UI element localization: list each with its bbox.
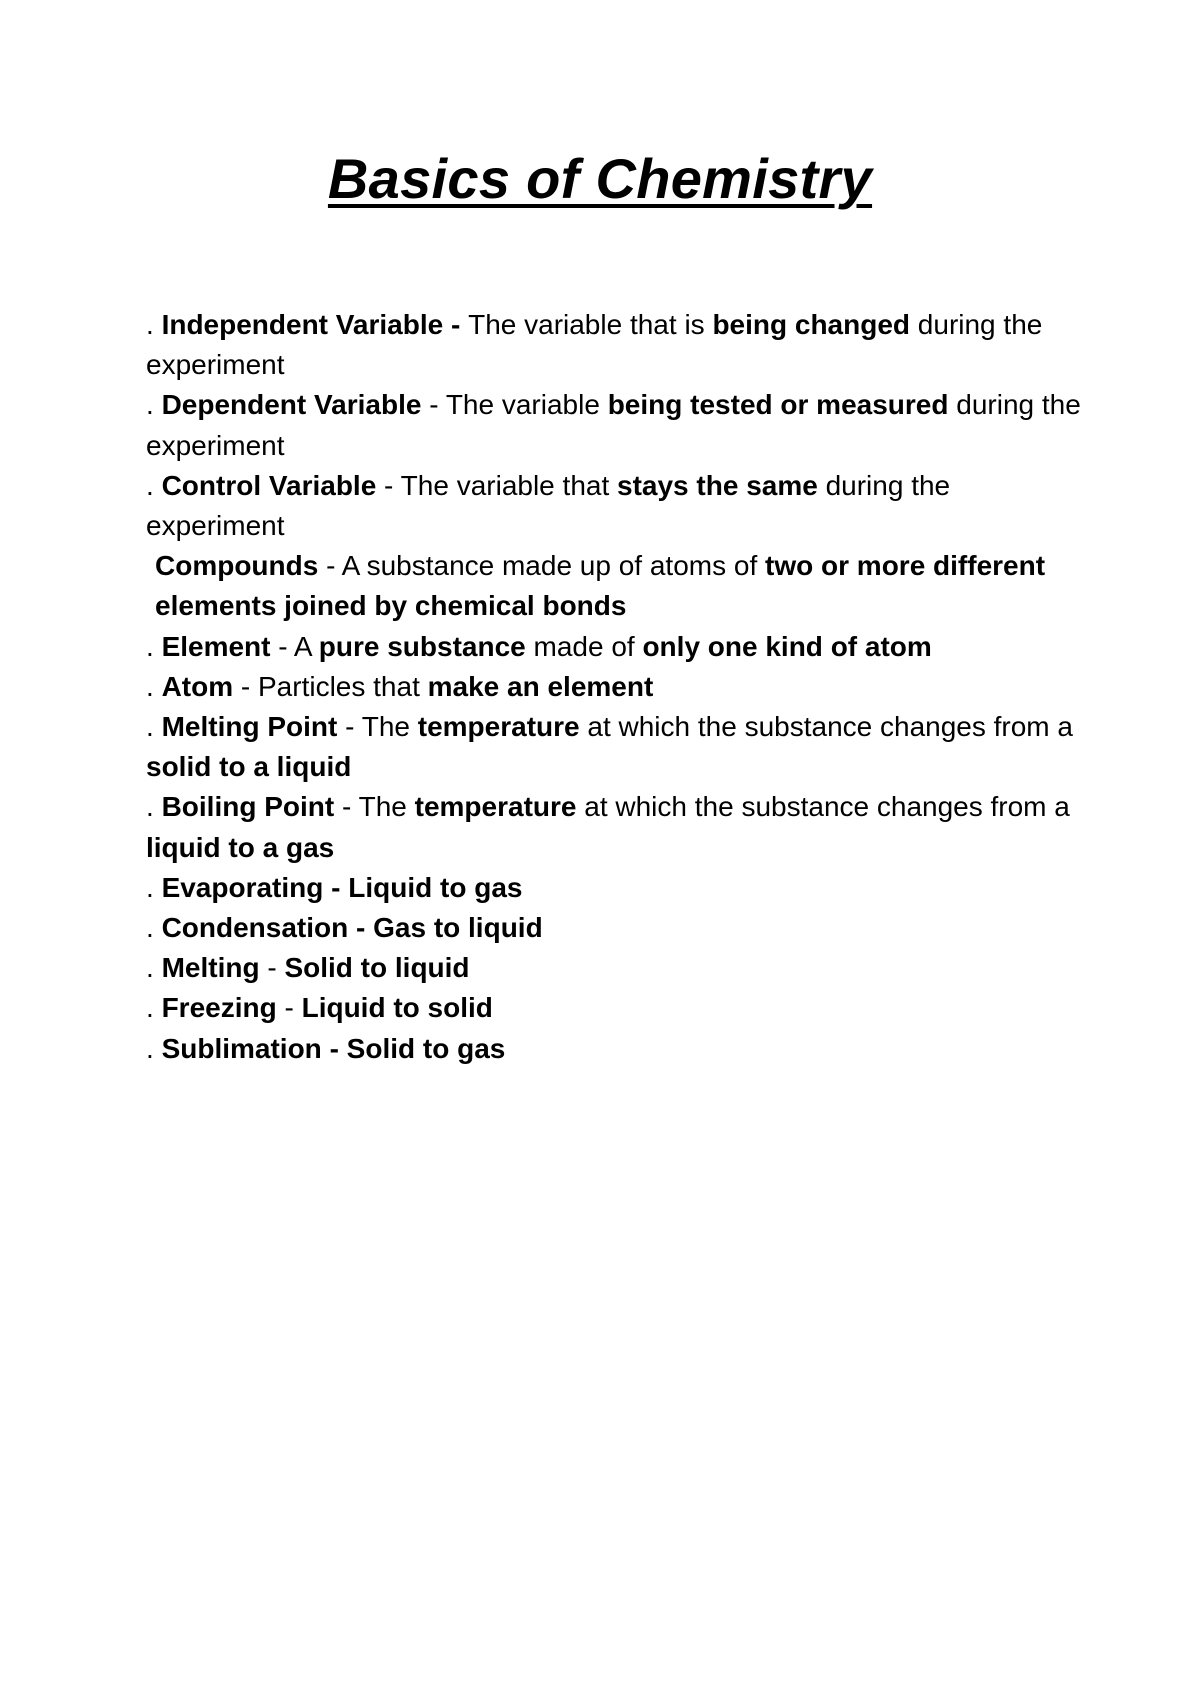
definition-item: [146, 385, 1086, 465]
definition-item: [146, 546, 1086, 626]
definition-text: Particles that: [258, 670, 428, 702]
definition-text: during the experiment: [146, 389, 1081, 461]
definition-item: [146, 988, 1086, 1028]
definition-separator: -: [259, 952, 285, 984]
definition-term: Boiling Point: [161, 791, 335, 823]
definition-item: [146, 707, 1086, 787]
definition-text: The variable that is: [468, 309, 713, 340]
definition-term: Compounds: [155, 550, 319, 582]
definition-text: made of: [525, 630, 643, 662]
bullet-prefix: .: [146, 952, 162, 984]
definition-term: Condensation: [161, 912, 349, 944]
definition-emphasis: temperature: [417, 711, 580, 743]
definition-text: A: [293, 630, 319, 662]
definition-text: during the experiment: [146, 469, 951, 542]
definition-text: The: [358, 791, 415, 823]
definition-separator: -: [233, 670, 258, 702]
definition-term: Independent Variable: [161, 309, 444, 340]
bullet-prefix: .: [146, 871, 162, 903]
bullet-prefix: .: [146, 469, 162, 501]
definition-separator: -: [334, 791, 359, 823]
bullet-prefix: .: [146, 711, 162, 743]
definition-emphasis: being changed: [712, 309, 911, 340]
definition-emphasis: - Gas to liquid: [348, 912, 543, 944]
definition-emphasis: being tested or measured: [607, 389, 949, 421]
definition-separator: -: [337, 711, 362, 743]
definition-list: [146, 305, 1086, 1069]
definition-separator: -: [276, 992, 302, 1024]
bullet-prefix: .: [146, 309, 162, 340]
definition-emphasis: Liquid to solid: [301, 992, 493, 1024]
bullet-prefix: .: [146, 389, 162, 421]
page-title: Basics of Chemistry: [327, 147, 873, 210]
definition-item: [146, 908, 1086, 948]
definition-separator: -: [376, 469, 401, 501]
definition-emphasis: - Liquid to gas: [323, 871, 523, 903]
bullet-prefix: .: [146, 1032, 162, 1064]
definition-term: Melting: [161, 952, 260, 984]
definition-emphasis: pure substance: [318, 630, 526, 662]
definition-term: Freezing: [161, 992, 277, 1024]
definition-text: A substance made up of atoms of: [341, 550, 766, 582]
definition-emphasis: stays the same: [617, 469, 818, 501]
definition-item: [146, 948, 1086, 988]
definition-emphasis: solid to a liquid: [146, 751, 352, 783]
definition-term: Element: [161, 630, 271, 662]
bullet-prefix: .: [146, 670, 162, 702]
definition-term: Atom: [161, 670, 234, 702]
definition-emphasis: Solid to liquid: [284, 952, 470, 984]
definition-emphasis: make an element: [427, 670, 654, 702]
definition-text: at which the substance changes from a: [579, 711, 1073, 743]
definition-text: The: [361, 711, 418, 743]
definition-separator: -: [270, 630, 294, 662]
definition-separator: -: [318, 550, 342, 582]
bullet-prefix: .: [146, 791, 162, 823]
definition-emphasis: liquid to a gas: [146, 831, 335, 863]
bullet-prefix: .: [146, 630, 162, 662]
definition-separator: -: [443, 309, 469, 340]
definition-item: [146, 667, 1086, 707]
definition-item: [146, 305, 1086, 385]
bullet-prefix: .: [146, 912, 162, 944]
definition-term: Sublimation: [161, 1032, 322, 1064]
definition-term: Dependent Variable: [161, 389, 422, 421]
bullet-prefix: .: [146, 992, 162, 1024]
definition-emphasis: - Solid to gas: [321, 1032, 506, 1064]
definition-text: The variable: [445, 389, 608, 421]
definition-item: [146, 1029, 1086, 1069]
definition-text: at which the substance changes from a: [576, 791, 1070, 823]
definition-separator: -: [421, 389, 446, 421]
definition-emphasis: two or more different elements joined by chemical bonds: [155, 550, 1046, 622]
definition-text: during the experiment: [146, 309, 1043, 381]
definition-text: The variable that: [400, 469, 618, 501]
definition-item: [146, 466, 1086, 546]
definition-term: Control Variable: [161, 469, 377, 501]
definition-item: [146, 627, 1086, 667]
definition-term: Evaporating: [161, 871, 324, 903]
definition-emphasis: only one kind of atom: [642, 630, 932, 662]
definition-emphasis: temperature: [414, 791, 577, 823]
definition-item: [146, 868, 1086, 908]
definition-item: [146, 787, 1086, 867]
definition-term: Melting Point: [161, 711, 338, 743]
